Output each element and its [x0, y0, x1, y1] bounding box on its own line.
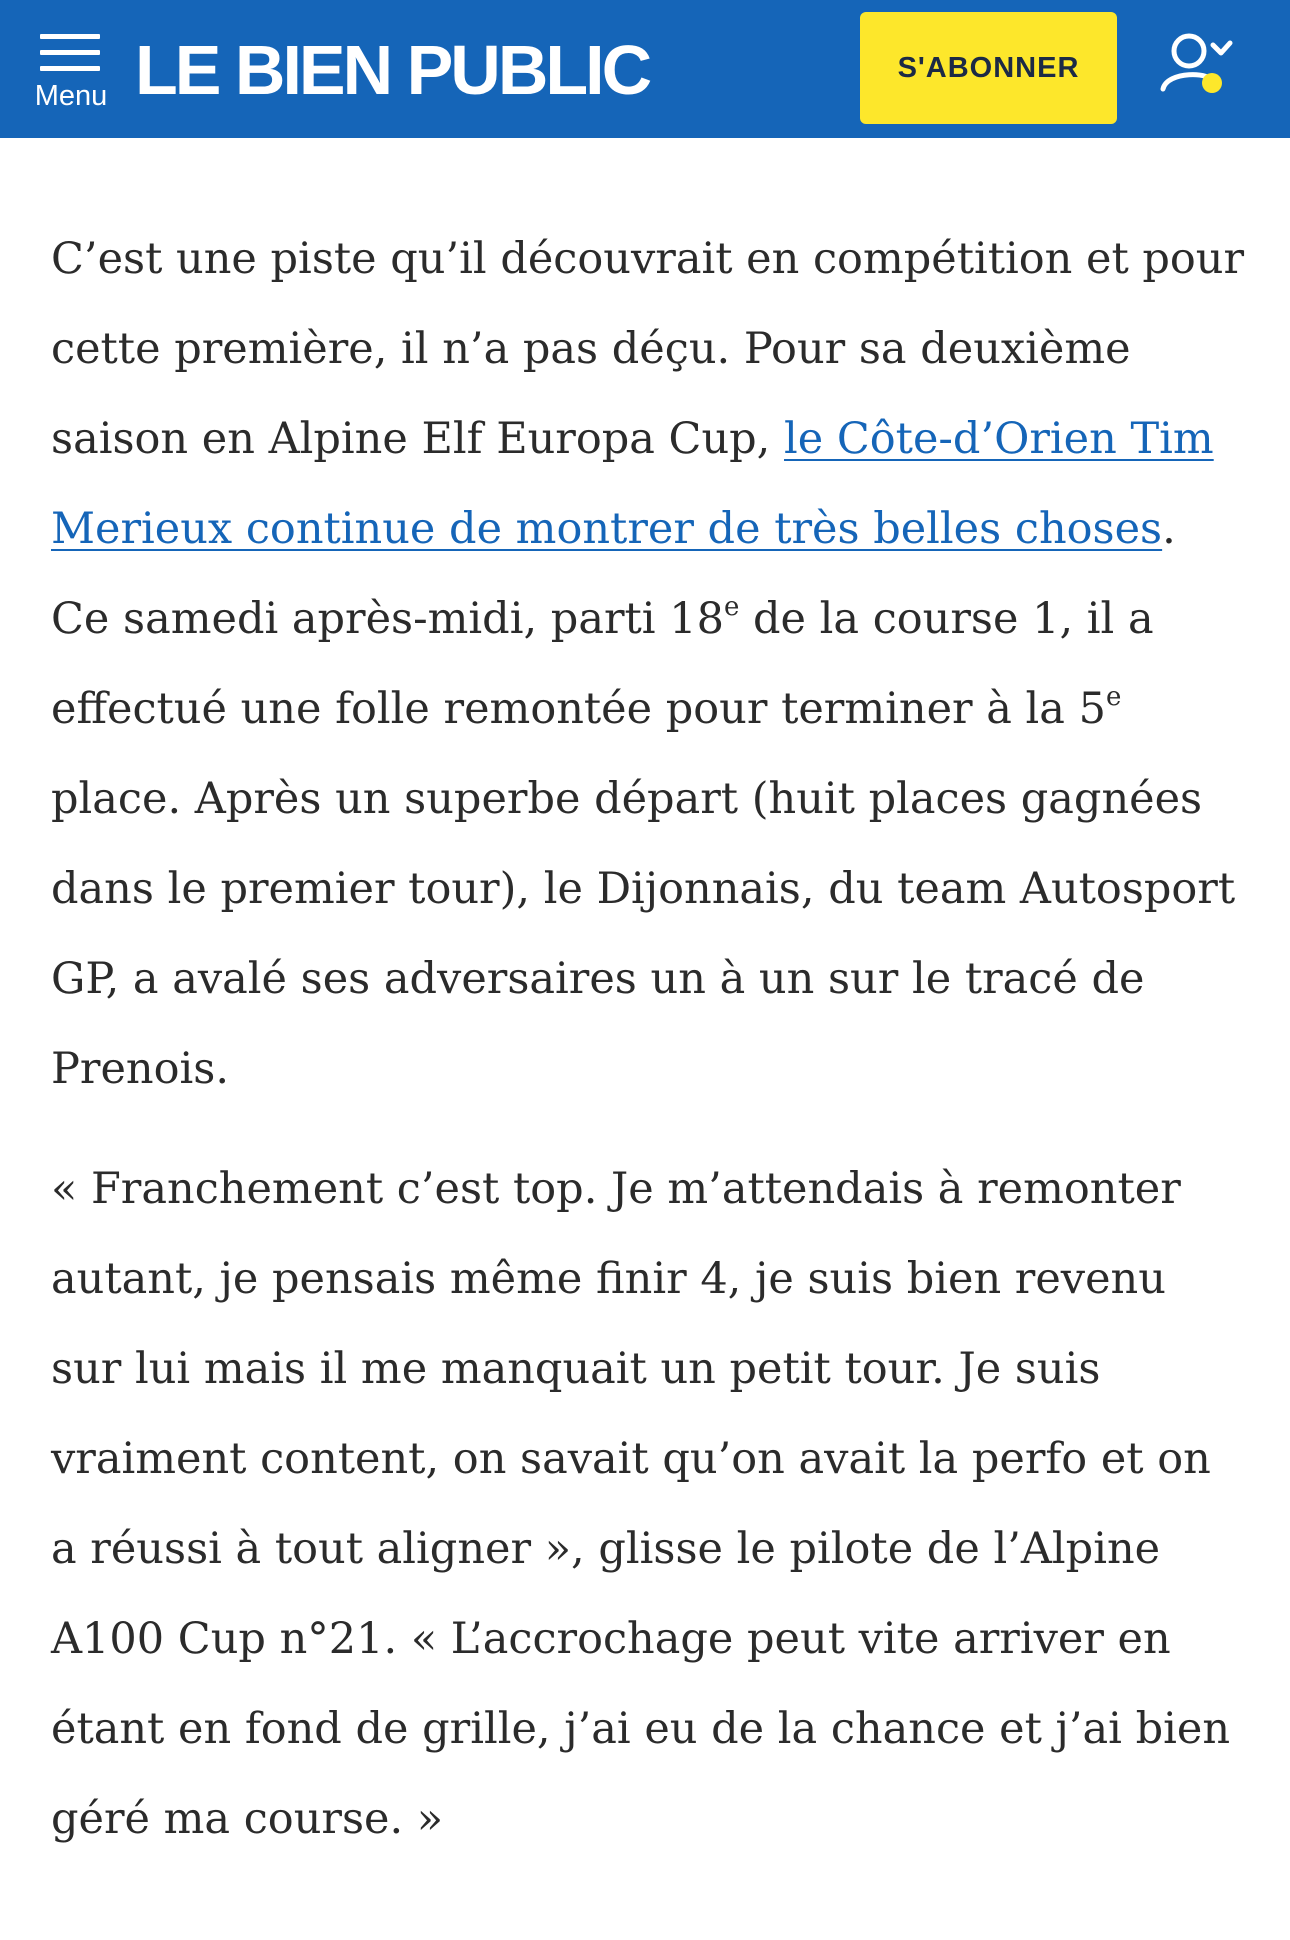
account-button[interactable] [1155, 25, 1255, 115]
article-body [51, 214, 1246, 1894]
site-logo[interactable]: LE BIEN PUBLIC [135, 31, 650, 109]
hamburger-menu-icon [40, 34, 100, 74]
article-paragraph [51, 214, 1246, 1114]
paragraph-text: . Ce samedi après-midi, parti 18 [51, 504, 1176, 644]
article-paragraph: « Franchement c’est top. Je m’attendais à remonter autant, je pensais même finir 4, je suis bien revenu sur lui mais il me manquait un petit tour. Je suis vraiment content, on savait qu’on avait la perfo et on a réussi à tout aligner », glisse le pilote de l’Alpine A100 Cup n°21. « L’accrochage peut vite arriver en étant en fond de grille, j’ai eu de la chance et j’ai bien géré ma course. » [51, 1164, 1231, 1844]
ordinal-superscript: e [1105, 682, 1122, 712]
menu-button[interactable] [28, 30, 114, 120]
paragraph-text: C’est une piste qu’il découvrait en compétition et pour cette première, il n’a pas déçu. Pour sa deuxième saison en Alpine Elf Europa Cup, [51, 234, 1245, 464]
user-account-icon [1155, 25, 1255, 115]
paragraph-text: place. Après un superbe départ (huit places gagnées dans le premier tour), le Dijonnais, du team Autosport GP, a avalé ses adversaires un à un sur le tracé de Prenois. [51, 774, 1236, 1094]
top-header [0, 0, 1290, 138]
menu-label: Menu [34, 80, 108, 112]
subscribe-button[interactable]: S'ABONNER [860, 12, 1117, 124]
article-link[interactable]: le Côte-d’Orien Tim Merieux continue de montrer de très belles choses [51, 414, 1214, 554]
ordinal-superscript: e [723, 592, 740, 622]
paragraph-text: de la course 1, il a effectué une folle remontée pour terminer à la 5 [51, 594, 1154, 734]
